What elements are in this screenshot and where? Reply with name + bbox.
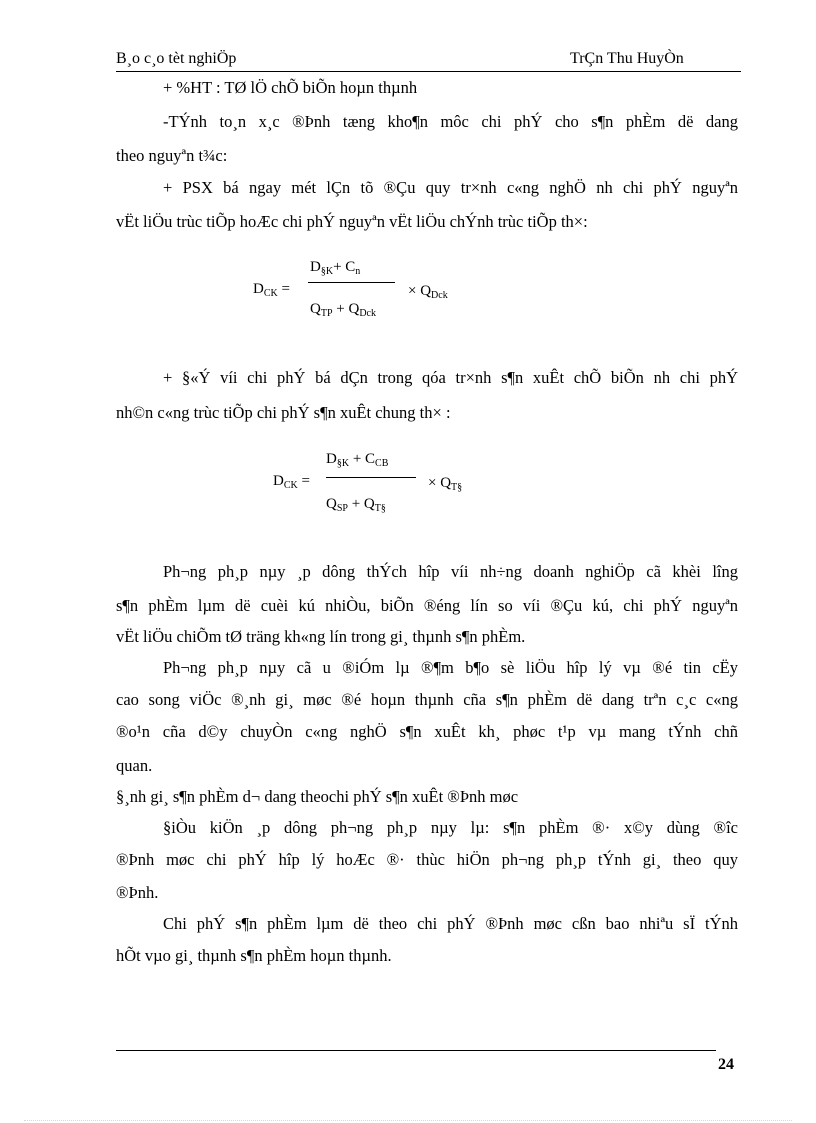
formula-multiplier: × $Q_{T\S}$ [428,475,463,493]
body-line: cao song viÖc ®¸nh gi¸ møc ®é hoµn thµnh cña s¶n phÈm dë dang trªn c¸c c«ng [116,690,738,709]
body-line: hÕt vµo gi¸ thµnh s¶n phÈm hoµn thµnh. [116,946,392,965]
body-line: vËt liÖu chiÕm tØ träng kh«ng lín trong gi¸ thµnh s¶n phÈm. [116,627,526,646]
body-line: Ph¬ng ph¸p nµy ¸p dông thÝch hîp víi nh÷ng doanh nghiÖp cã khèi lîng [163,562,738,581]
section-heading: §¸nh gi¸ s¶n phÈm d¬ dang theochi phÝ s¶n xuÊt ®Þnh møc [116,787,519,806]
page-bottom-edge [24,1120,792,1121]
body-line: + %HT : TØ lÖ chÕ biÕn hoµn thµnh [163,78,418,97]
body-line: quan. [116,756,153,775]
body-line: -TÝnh to¸n x¸c ®Þnh tæng kho¶n môc chi phÝ cho s¶n phÈm dë dang [163,112,738,131]
header-author-name: TrÇn Thu HuyÒn [570,50,684,67]
body-line: §iÒu kiÖn ¸p dông ph¬ng ph¸p nµy lµ: s¶n phÈm ®· x©y dùng ®îc [163,818,738,837]
formula-lhs: $D_{CK}$ = [253,281,290,299]
body-line: ®Þnh. [116,883,159,902]
formula-numerator: $D_{\S K}+ C_n$ [310,259,361,277]
header-rule [116,71,741,72]
header-report-title: B¸o c¸o tèt nghiÖp [116,50,237,67]
body-line: vËt liÖu trùc tiÕp hoÆc chi phÝ nguyªn vËt liÖu chÝnh trùc tiÕp th×: [116,212,588,231]
body-line: theo nguyªn t¾c: [116,146,228,165]
body-line: + PSX bá ngay mét lÇn tõ ®Çu quy tr×nh c«ng nghÖ nh chi phÝ nguyªn [163,178,738,197]
page-number: 24 [718,1056,734,1073]
formula-lhs: $D_{CK}$ = [273,473,310,491]
body-line: Chi phÝ s¶n phÈm lµm dë theo chi phÝ ®Þnh møc cßn bao nhiªu sÏ tÝnh [163,914,738,933]
body-line: nh©n c«ng trùc tiÕp chi phÝ s¶n xuÊt chung th× : [116,403,451,422]
formula-multiplier: × $Q_{Dck}$ [408,283,448,301]
body-line: Ph¬ng ph¸p nµy cã u ®iÓm lµ ®¶m b¶o sè liÖu hîp lý vµ ®é tin cËy [163,658,738,677]
fraction-bar [326,477,416,478]
formula-denominator: $Q_{TP} + Q_{Dck}$ [310,301,376,319]
body-line: ®o¹n cña d©y chuyÒn c«ng nghÖ s¶n xuÊt kh¸ phøc t¹p vµ mang tÝnh chñ [116,722,738,741]
fraction-bar [308,282,395,283]
body-line: ®Þnh møc chi phÝ hîp lý hoÆc ®· thùc hiÖn ph¬ng ph¸p tÝnh gi¸ theo quy [116,850,738,869]
body-line: + §«Ý víi chi phÝ bá dÇn trong qóa tr×nh s¶n xuÊt chÕ biÕn nh chi phÝ [163,368,738,387]
footer-rule [116,1050,716,1051]
formula-denominator: $Q_{SP} + Q_{T\S}$ [326,496,386,514]
formula-numerator: $D_{\S K} + C_{CB}$ [326,451,389,469]
body-line: s¶n phÈm lµm dë cuèi kú nhiÒu, biÕn ®éng lín so víi ®Çu kú, chi phÝ nguyªn [116,596,738,615]
